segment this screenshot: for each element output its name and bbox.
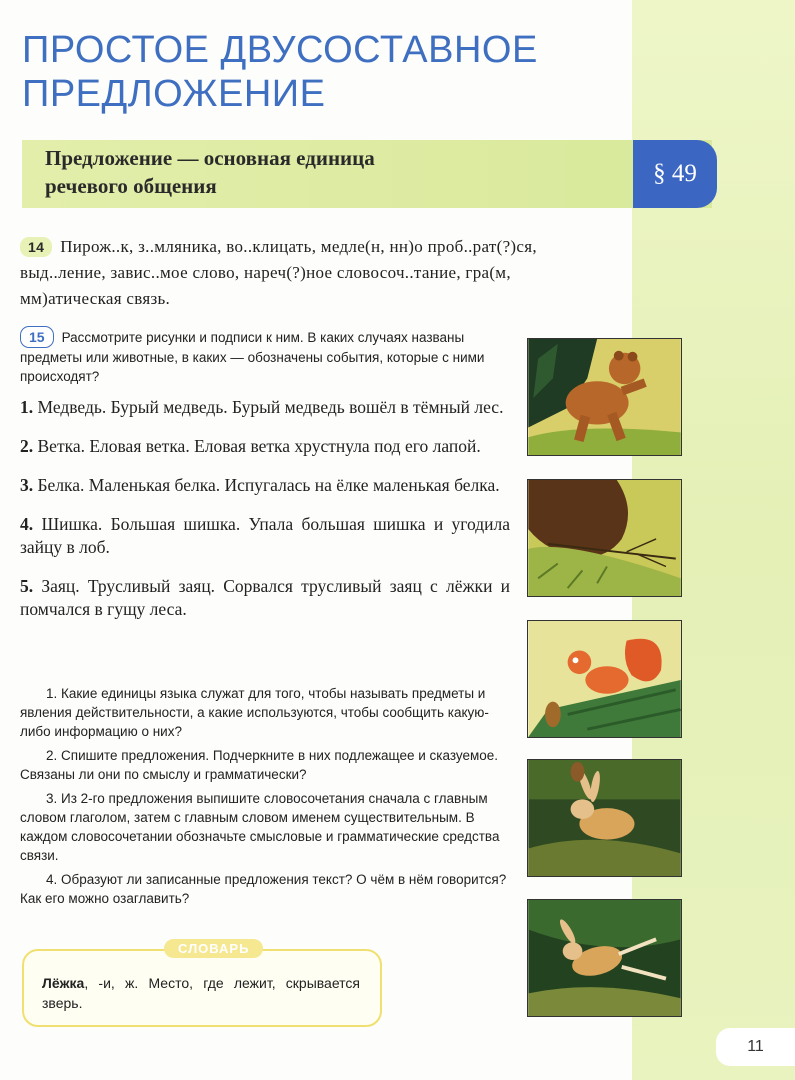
illustration-running-hare [527, 899, 682, 1017]
sentence-item [20, 474, 510, 497]
branch-icon [528, 480, 681, 596]
illustration-bear [527, 338, 682, 456]
sentence-text: Медведь. Бурый медведь. Бурый медведь вошёл в тёмный лес. [37, 397, 504, 417]
sentence-number: 3. [20, 475, 34, 495]
page-number: 11 [716, 1028, 795, 1066]
dictionary-label: СЛОВАРЬ [164, 939, 263, 958]
sentence-text: Ветка. Еловая ветка. Еловая ветка хрустнула под его лапой. [37, 436, 481, 456]
chapter-title-line: ПРОСТОЕ ДВУСОСТАВНОЕ [22, 29, 538, 71]
exercise-15-intro-text: Рассмотрите рисунки и подписи к ним. В каких случаях названы предметы или животные, в каких — обозначены события, которые с ними происходят? [20, 330, 485, 384]
illustration-branch [527, 479, 682, 597]
question-item: 4. Образуют ли записанные предложения текст? О чём в нём говорится? Как его можно озаглавить? [20, 872, 507, 906]
dictionary-word: Лёжка [42, 975, 85, 991]
question-item: 2. Спишите предложения. Подчеркните в них подлежащее и сказуемое. Связаны ли они по смыслу и грамматически? [20, 748, 499, 782]
sentence-item [20, 396, 510, 419]
section-heading [45, 144, 605, 200]
section-heading-line: Предложение — основная единица [45, 146, 375, 170]
exercise-number: 15 [20, 326, 54, 348]
exercise-14-text: Пирож..к, з..мляника, во..клицать, медле(н, нн)о проб..рат(?)ся, выд..ление, завис..мое слово, нареч(?)ное словосоч..тание, гра(м, мм)атическая связь. [20, 237, 537, 308]
exercise-number: 14 [20, 237, 52, 257]
sentence-list [20, 396, 510, 637]
sentence-text: Шишка. Большая шишка. Упала большая шишка и угодила зайцу в лоб. [20, 514, 511, 557]
bear-icon [528, 339, 681, 455]
dictionary-entry [42, 973, 360, 1013]
sentence-item [20, 435, 510, 458]
sentence-number: 1. [20, 397, 34, 417]
sentence-item [20, 513, 510, 559]
sentence-item [20, 575, 510, 621]
section-badge: § 49 [633, 140, 717, 208]
exercise-14 [20, 234, 615, 312]
chapter-title [22, 28, 538, 116]
illustration-hare-with-cone [527, 759, 682, 877]
question-item: 3. Из 2-го предложения выпишите словосочетания сначала с главным словом глаголом, затем с главным словом именем существительным. В каждом словосочетании обозначьте смысловые и грамматические средства связи. [20, 791, 500, 863]
question-list [20, 684, 508, 913]
running-hare-icon [528, 900, 681, 1016]
sentence-number: 2. [20, 436, 34, 456]
sentence-number: 5. [20, 576, 34, 596]
question-item: 1. Какие единицы языка служат для того, чтобы называть предметы и явления действительности, а какие используются, чтобы сообщить какую-либо информацию о них? [20, 686, 489, 739]
exercise-15-intro [20, 326, 508, 386]
dictionary-definition: , -и, ж. Место, где лежит, скрывается зверь. [42, 975, 360, 1011]
chapter-title-line: ПРЕДЛОЖЕНИЕ [22, 73, 326, 115]
section-heading-line: речевого общения [45, 174, 217, 198]
sentence-text: Белка. Маленькая белка. Испугалась на ёлке маленькая белка. [37, 475, 500, 495]
sentence-number: 4. [20, 514, 34, 534]
sentence-text: Заяц. Трусливый заяц. Сорвался трусливый заяц с лёжки и помчался в гущу леса. [20, 576, 510, 619]
squirrel-icon [528, 621, 681, 737]
hare-icon [528, 760, 681, 876]
dictionary-box [22, 941, 382, 1027]
illustration-squirrel [527, 620, 682, 738]
